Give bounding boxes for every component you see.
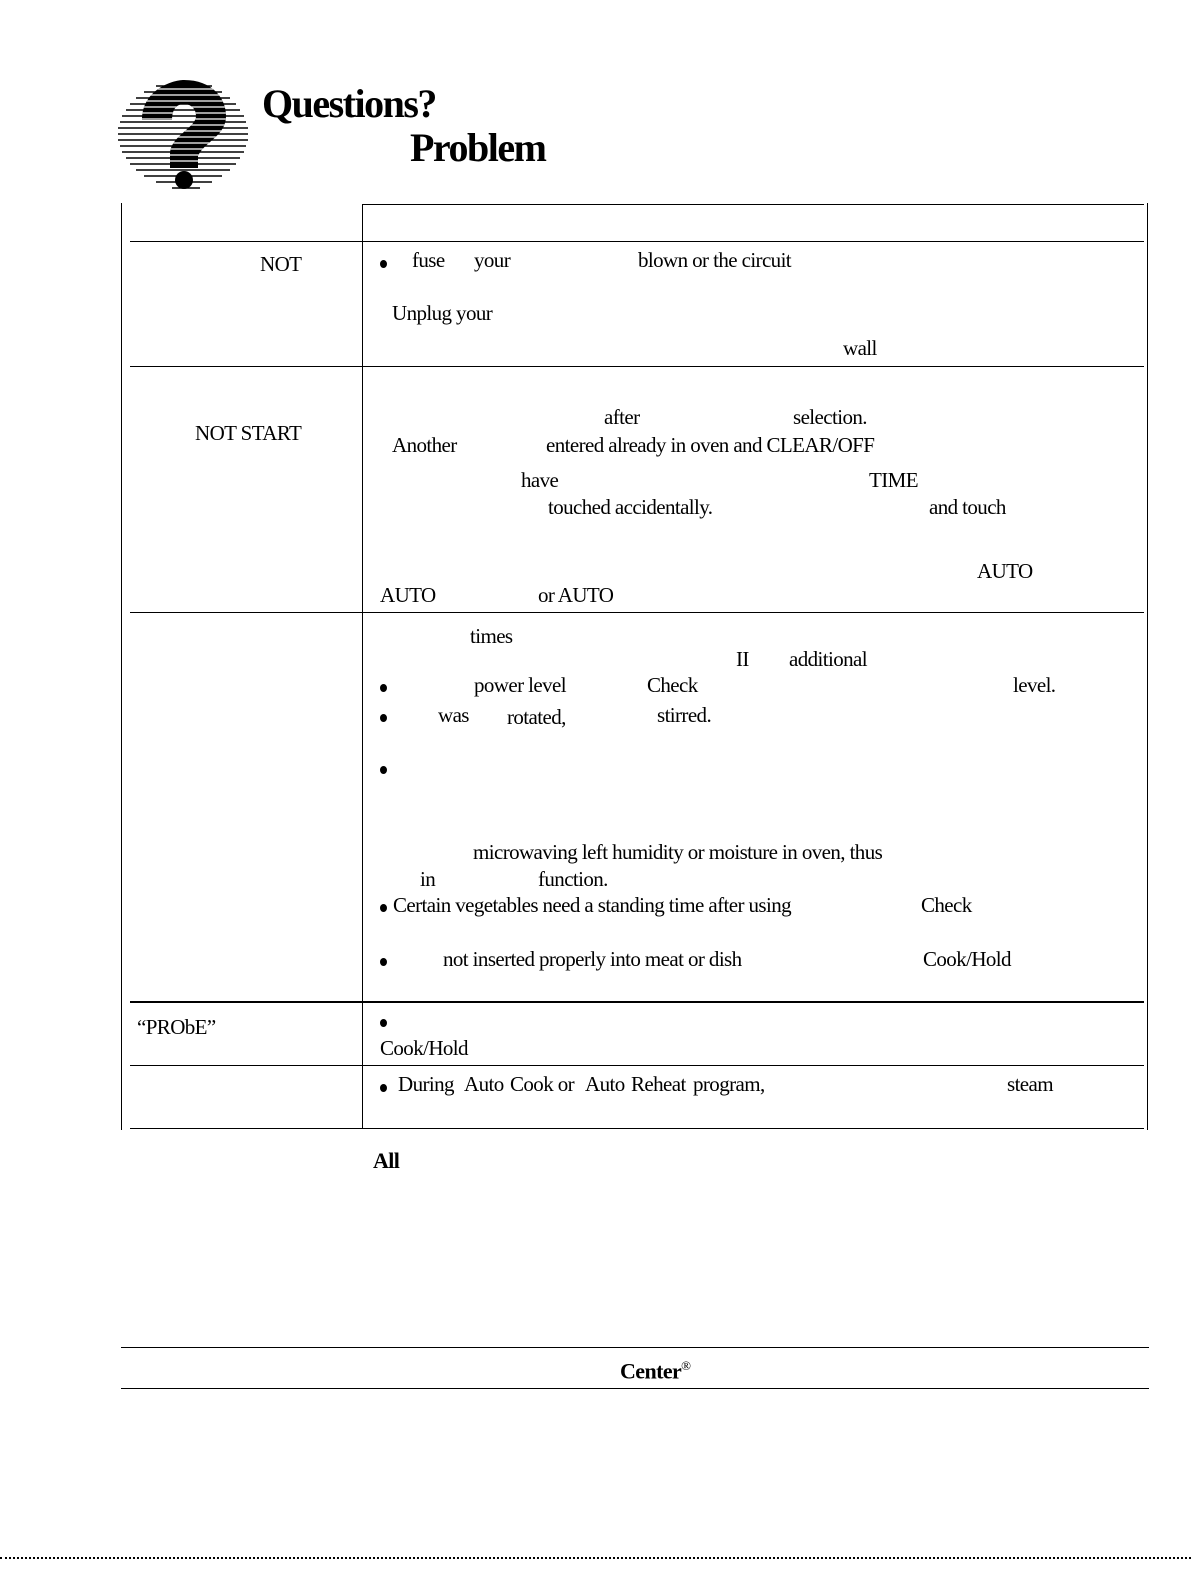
row-rule-3: [130, 1001, 1144, 1003]
cause-text: Check: [921, 893, 972, 917]
bullet: [380, 904, 387, 912]
column-divider: [362, 204, 363, 1129]
bullet: [380, 766, 387, 774]
cause-text: AUTO: [380, 583, 436, 607]
cause-text: Check: [647, 673, 698, 697]
registered-mark: ®: [681, 1358, 691, 1373]
header-top-rule: [362, 204, 1144, 205]
header-rule: [130, 241, 1144, 242]
cause-text: in: [420, 867, 436, 891]
cause-text: your: [474, 248, 511, 272]
cause-text: During: [398, 1072, 454, 1096]
cause-text: entered already in oven and CLEAR/OFF: [546, 433, 875, 457]
row-rule-2: [130, 612, 1144, 613]
cause-text: was: [438, 703, 469, 727]
cause-text: touched accidentally.: [548, 495, 713, 519]
cause-text: Auto: [585, 1072, 625, 1096]
cause-text: have: [521, 468, 559, 492]
title-problem: Problem: [410, 125, 546, 170]
cause-text: additional: [789, 647, 867, 671]
cause-text: Cook or: [510, 1072, 575, 1096]
cause-text: times: [470, 624, 513, 648]
problem-cell-4: “PRObE”: [137, 1015, 216, 1039]
footer-center-text: [620, 1358, 690, 1384]
problem-cell-1: NOT: [260, 252, 302, 276]
cause-text: Another: [392, 433, 457, 457]
cause-text: Unplug your: [392, 301, 493, 325]
bullet: [380, 684, 387, 692]
cause-text: steam: [1007, 1072, 1053, 1096]
problem-cell-2: NOT START: [195, 421, 302, 445]
bullet: [380, 714, 387, 722]
cause-text: Reheat: [631, 1072, 686, 1096]
cause-text: Auto: [464, 1072, 504, 1096]
note-text: All: [373, 1148, 400, 1173]
row-rule-1: [130, 366, 1144, 367]
cause-text: not inserted properly into meat or dish: [443, 947, 742, 971]
cause-text: power level: [474, 673, 566, 697]
cause-text: function.: [538, 867, 608, 891]
cause-text: TIME: [869, 468, 918, 492]
bullet: [380, 1019, 387, 1027]
cause-text: and touch: [929, 495, 1006, 519]
cause-text: blown or the circuit: [638, 248, 792, 272]
footer-center-label: Center: [620, 1358, 682, 1384]
cause-text: Cook/Hold: [380, 1036, 468, 1060]
table-bottom-rule: [130, 1128, 1144, 1129]
cause-text: fuse: [412, 248, 445, 272]
bullet: [380, 260, 387, 268]
cause-text: microwaving left humidity or moisture in oven, thus: [473, 840, 883, 864]
page-edge-dots: [0, 1557, 1191, 1559]
title-questions: Questions?: [262, 81, 436, 126]
bullet: [380, 1084, 387, 1092]
cause-text: Cook/Hold: [923, 947, 1011, 971]
row-rule-4: [130, 1065, 1144, 1066]
cause-text: after: [604, 405, 640, 429]
footer-bottom-rule: [121, 1388, 1149, 1389]
cause-text: wall: [843, 336, 877, 360]
cause-text: program,: [693, 1072, 765, 1096]
table-right-border: [1147, 203, 1148, 1130]
question-mark-icon: [112, 76, 252, 200]
cause-text: rotated,: [507, 705, 566, 729]
footer-top-rule: [121, 1347, 1149, 1348]
cause-text: level.: [1013, 673, 1056, 697]
table-left-border: [121, 203, 122, 1130]
cause-text: II: [736, 647, 749, 671]
cause-text: AUTO: [977, 559, 1033, 583]
bullet: [380, 958, 387, 966]
cause-text: stirred.: [657, 703, 712, 727]
cause-text: Certain vegetables need a standing time after using: [393, 893, 792, 917]
cause-text: or AUTO: [538, 583, 614, 607]
cause-text: selection.: [793, 405, 867, 429]
